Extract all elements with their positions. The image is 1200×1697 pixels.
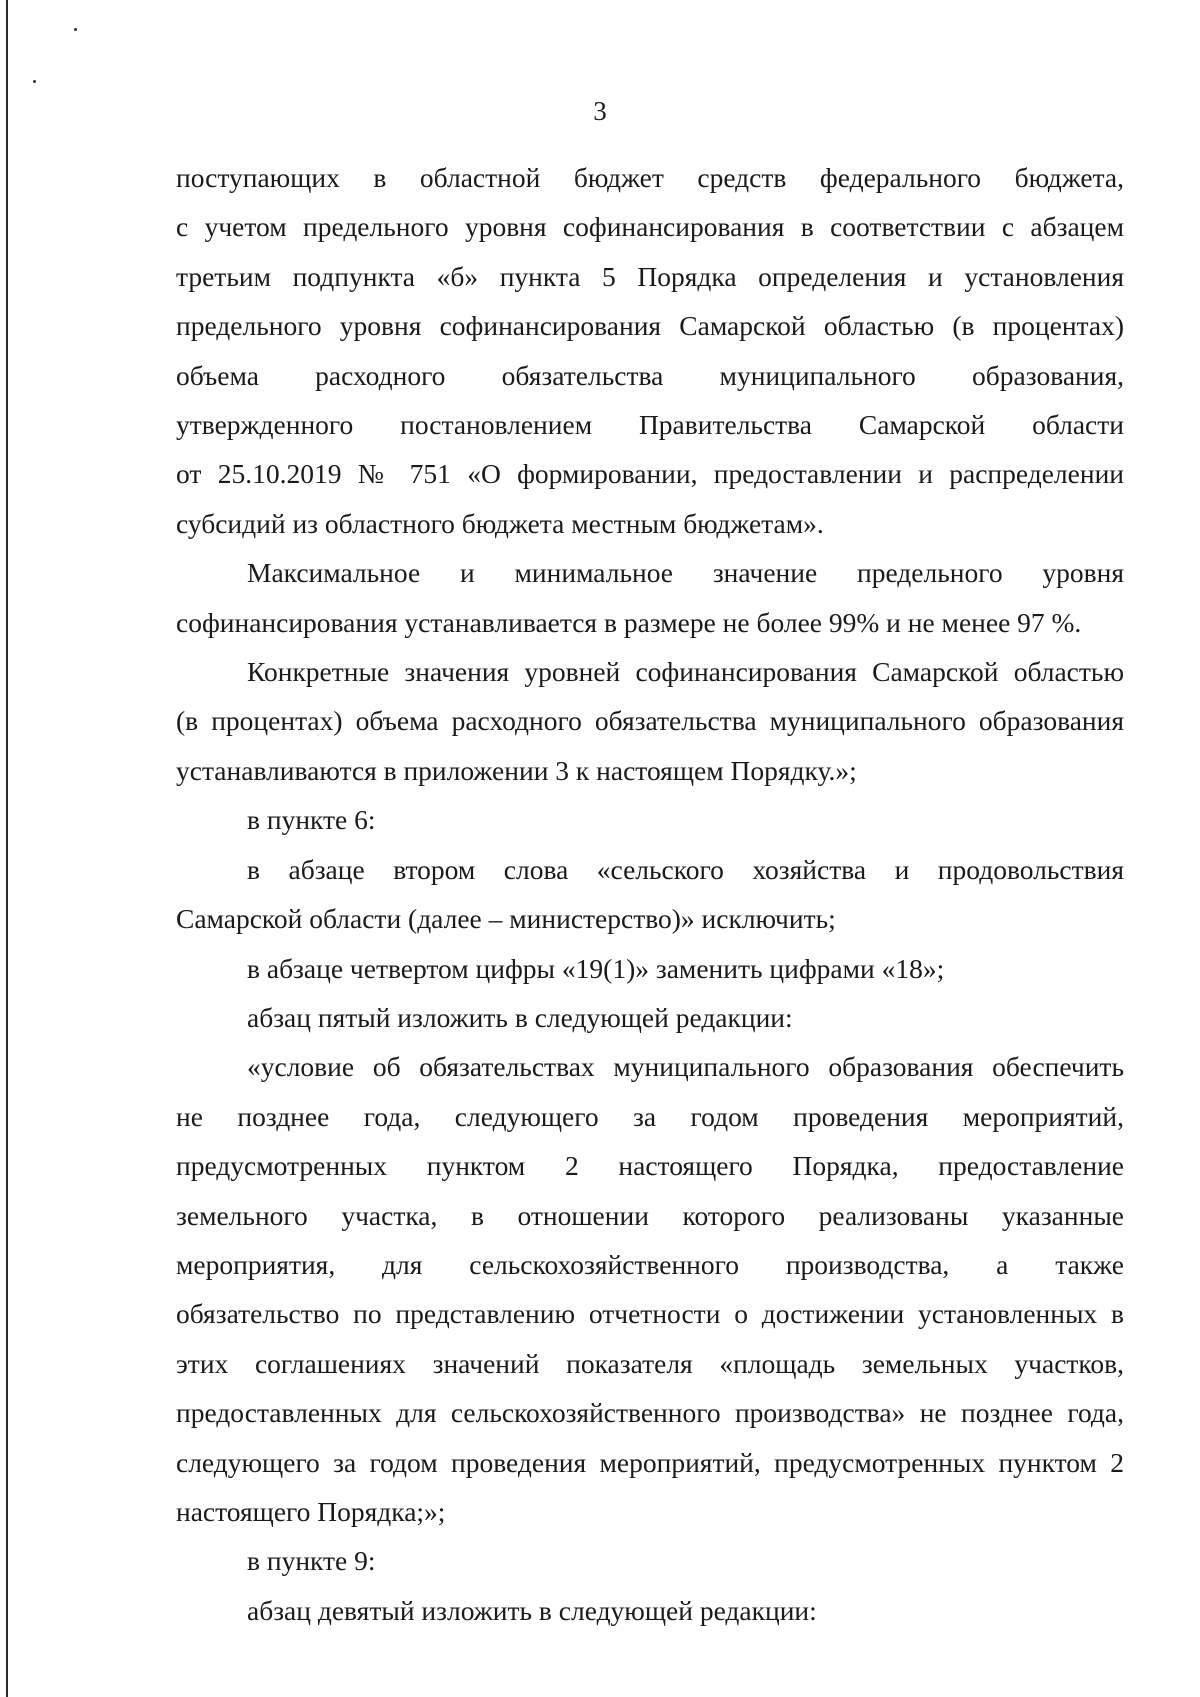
text-line: в пункте 9: — [247, 1545, 376, 1577]
text-line: утвержденного постановлением Правительства Самарской области — [176, 409, 1124, 441]
paragraph — [176, 944, 1124, 993]
text-line: Максимальное и минимальное значение предельного уровня — [247, 557, 1124, 589]
text-line: предельного уровня софинансирования Самарской областью (в процентах) — [176, 310, 1124, 342]
page-number: 3 — [593, 96, 607, 126]
text-line: обязательство по представлению отчетности о достижении установленных в — [176, 1298, 1124, 1330]
text-line: мероприятия, для сельскохозяйственного производства, а также — [176, 1248, 1124, 1280]
text-line: (в процентах) объема расходного обязательства муниципального образования — [176, 705, 1124, 737]
text-line: в абзаце четвертом цифры «19(1)» заменить цифрами «18»; — [247, 952, 945, 984]
paragraph — [176, 1042, 1124, 1536]
text-line: настоящего Порядка;»; — [176, 1495, 446, 1527]
paragraph — [176, 1586, 1124, 1635]
text-line: абзац пятый изложить в следующей редакции: — [247, 1001, 793, 1033]
text-line: предусмотренных пунктом 2 настоящего Порядка, предоставление — [176, 1150, 1124, 1182]
text-line: устанавливаются в приложении 3 к настоящем Порядку.»; — [176, 754, 857, 786]
paragraph — [176, 548, 1124, 647]
text-line: третьим подпункта «б» пункта 5 Порядка определения и установления — [176, 260, 1124, 292]
text-line: субсидий из областного бюджета местным бюджетам». — [176, 507, 824, 539]
text-line: Самарской области (далее – министерство)» исключить; — [176, 903, 836, 935]
paragraph — [176, 795, 1124, 844]
scan-speck — [74, 28, 77, 31]
scan-speck — [33, 80, 36, 83]
text-line: предоставленных для сельскохозяйственного производства» не позднее года, — [176, 1397, 1124, 1429]
text-line: земельного участка, в отношении которого реализованы указанные — [176, 1199, 1124, 1231]
paragraph — [176, 647, 1124, 795]
document-body — [176, 153, 1124, 1635]
paragraph — [176, 993, 1124, 1042]
scan-left-edge — [6, 0, 8, 1697]
text-line: этих соглашениях значений показателя «площадь земельных участков, — [176, 1347, 1124, 1379]
text-line: следующего за годом проведения мероприятий, предусмотренных пунктом 2 — [176, 1446, 1124, 1478]
text-line: «условие об обязательствах муниципального образования обеспечить — [247, 1051, 1124, 1083]
text-line: в пункте 6: — [247, 804, 376, 836]
text-line: объема расходного обязательства муниципального образования, — [176, 359, 1124, 391]
text-line: с учетом предельного уровня софинансирования в соответствии с абзацем — [176, 211, 1124, 243]
text-line: от 25.10.2019 № 751 «О формировании, предоставлении и распределении — [176, 458, 1124, 490]
paragraph — [176, 1536, 1124, 1585]
paragraph — [176, 153, 1124, 548]
text-line: абзац девятый изложить в следующей редакции: — [247, 1594, 817, 1626]
text-line: поступающих в областной бюджет средств федерального бюджета, — [176, 162, 1124, 193]
text-line: Конкретные значения уровней софинансирования Самарской областью — [247, 656, 1124, 688]
paragraph — [176, 845, 1124, 944]
text-line: в абзаце втором слова «сельского хозяйства и продовольствия — [247, 853, 1124, 885]
text-line: не позднее года, следующего за годом проведения мероприятий, — [176, 1100, 1124, 1132]
text-line: софинансирования устанавливается в размере не более 99% и не менее 97 %. — [176, 606, 1082, 638]
